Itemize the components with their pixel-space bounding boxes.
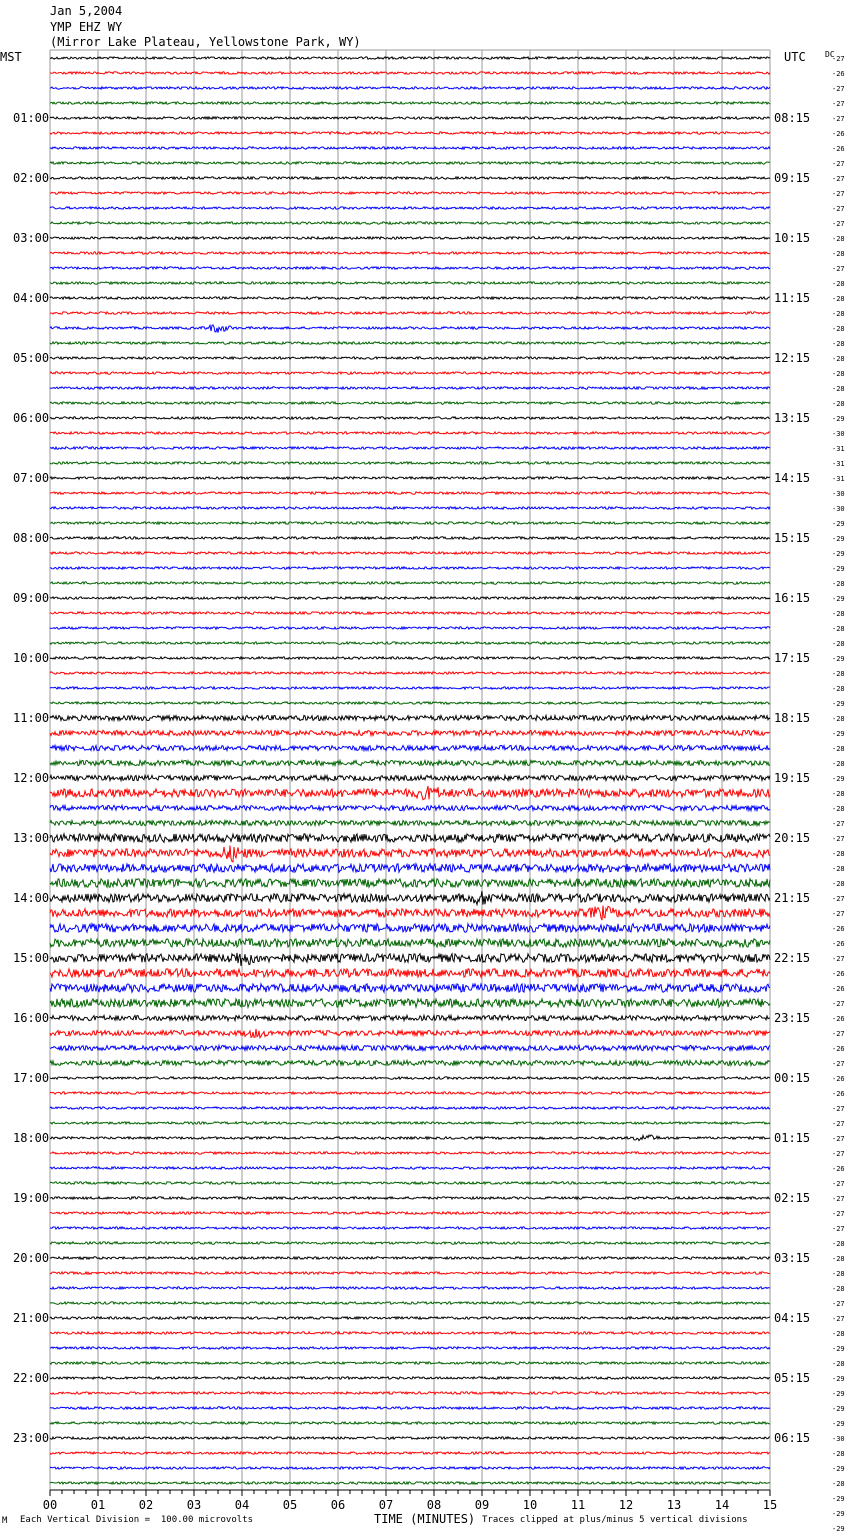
x-tick-label: 12	[618, 1498, 634, 1512]
mst-hour-label: 10:00	[13, 651, 50, 665]
utc-label: UTC	[784, 50, 806, 64]
dc-offset: -27	[832, 1060, 845, 1068]
utc-hour-label: 23:15	[774, 1011, 811, 1025]
trace-87	[50, 1362, 770, 1364]
dc-offset: -28	[832, 235, 845, 243]
dc-offset: -28	[832, 790, 845, 798]
utc-hour-label: 14:15	[774, 471, 811, 485]
trace-61	[50, 969, 770, 977]
dc-offset: -28	[832, 1240, 845, 1248]
trace-16	[50, 297, 770, 299]
utc-hour-label: 09:15	[774, 171, 811, 185]
trace-93	[50, 1452, 770, 1454]
mst-hour-label: 13:00	[13, 831, 50, 845]
trace-26	[50, 447, 770, 449]
mst-hour-label: 16:00	[13, 1011, 50, 1025]
trace-8	[50, 177, 770, 179]
utc-hour-label: 21:15	[774, 891, 811, 905]
mst-hour-label: 08:00	[13, 531, 50, 545]
utc-hour-label: 06:15	[774, 1431, 811, 1445]
dc-offset: -31	[832, 475, 845, 483]
dc-offset: -29	[832, 1405, 845, 1413]
dc-offset: -29	[832, 1465, 845, 1473]
dc-offset: -27	[832, 265, 845, 273]
dc-offset: -27	[832, 1210, 845, 1218]
dc-offset: -26	[832, 145, 845, 153]
trace-46	[50, 745, 770, 750]
mst-hour-label: 18:00	[13, 1131, 50, 1145]
dc-offset: -27	[832, 1315, 845, 1323]
x-tick-label: 00	[42, 1498, 58, 1512]
trace-69	[50, 1092, 770, 1094]
utc-hour-label: 13:15	[774, 411, 811, 425]
dc-offset: -28	[832, 865, 845, 873]
dc-offset: -27	[832, 1030, 845, 1038]
dc-offset: -27	[832, 1225, 845, 1233]
corner-mark: M	[2, 1516, 8, 1526]
utc-hour-label: 16:15	[774, 591, 811, 605]
dc-offset: -28	[832, 850, 845, 858]
dc-offset: -28	[832, 670, 845, 678]
trace-42	[50, 687, 770, 689]
trace-20	[50, 357, 770, 359]
mst-hour-label: 21:00	[13, 1311, 50, 1325]
mst-hour-label: 14:00	[13, 891, 50, 905]
utc-hour-label: 02:15	[774, 1191, 811, 1205]
trace-66	[50, 1045, 770, 1050]
dc-offset: -26	[832, 1075, 845, 1083]
time-axis	[43, 1490, 777, 1512]
dc-offset: -27	[832, 1195, 845, 1203]
dc-offset: -27	[832, 1300, 845, 1308]
dc-offset: -28	[832, 340, 845, 348]
utc-hour-label: 19:15	[774, 771, 811, 785]
trace-37	[50, 612, 770, 614]
dc-offset: -26	[832, 970, 845, 978]
trace-74	[50, 1167, 770, 1169]
dc-offset: -31	[832, 460, 845, 468]
dc-offset: -29	[832, 595, 845, 603]
dc-offset: -27	[832, 955, 845, 963]
dc-offset: -30	[832, 1435, 845, 1443]
mst-hour-label: 19:00	[13, 1191, 50, 1205]
dc-offset: -27	[832, 115, 845, 123]
dc-offset: -28	[832, 610, 845, 618]
mst-hour-label: 05:00	[13, 351, 50, 365]
dc-offset: -26	[832, 1165, 845, 1173]
trace-44	[50, 715, 770, 720]
dc-offset: -29	[832, 775, 845, 783]
dc-offset: -28	[832, 385, 845, 393]
dc-offset: -27	[832, 835, 845, 843]
x-tick-label: 13	[666, 1498, 682, 1512]
trace-22	[50, 387, 770, 389]
dc-offset: -29	[832, 520, 845, 528]
dc-offset: -27	[832, 100, 845, 108]
dc-offset: -29	[832, 655, 845, 663]
dc-offset: -29	[832, 415, 845, 423]
trace-58	[50, 924, 770, 932]
trace-36	[50, 597, 770, 599]
utc-hour-label: 08:15	[774, 111, 811, 125]
trace-47	[50, 760, 770, 765]
trace-56	[50, 891, 770, 905]
dc-offset: -27	[832, 220, 845, 228]
trace-6	[50, 147, 770, 149]
dc-offset: -26	[832, 70, 845, 78]
trace-55	[50, 879, 770, 887]
mst-hour-label: 17:00	[13, 1071, 50, 1085]
trace-7	[50, 162, 770, 164]
dc-offset: -29	[832, 1510, 845, 1518]
utc-hour-label: 22:15	[774, 951, 811, 965]
trace-73	[50, 1152, 770, 1154]
trace-5	[50, 132, 770, 134]
dc-offset: -28	[832, 355, 845, 363]
trace-39	[50, 642, 770, 644]
mst-hour-label: 06:00	[13, 411, 50, 425]
mst-hour-label: 09:00	[13, 591, 50, 605]
trace-82	[50, 1287, 770, 1289]
dc-offset: -27	[832, 1120, 845, 1128]
trace-27	[50, 462, 770, 464]
mst-hour-label: 15:00	[13, 951, 50, 965]
dc-offset: -28	[832, 370, 845, 378]
mst-hour-label: 03:00	[13, 231, 50, 245]
trace-92	[50, 1437, 770, 1439]
trace-3	[50, 102, 770, 104]
dc-offset: -28	[832, 715, 845, 723]
dc-offset: -29	[832, 730, 845, 738]
dc-offset: -29	[832, 700, 845, 708]
utc-hour-label: 04:15	[774, 1311, 811, 1325]
trace-31	[50, 522, 770, 524]
trace-41	[50, 672, 770, 674]
trace-48	[50, 775, 770, 780]
utc-hour-label: 03:15	[774, 1251, 811, 1265]
dc-offset: -30	[832, 430, 845, 438]
trace-11	[50, 222, 770, 224]
trace-91	[50, 1422, 770, 1424]
trace-84	[50, 1317, 770, 1319]
trace-13	[50, 252, 770, 254]
trace-45	[50, 730, 770, 735]
dc-offset: -27	[832, 1180, 845, 1188]
x-tick-label: 06	[330, 1498, 346, 1512]
trace-63	[50, 999, 770, 1007]
dc-offset: -30	[832, 490, 845, 498]
trace-59	[50, 939, 770, 947]
dc-offset: -27	[832, 85, 845, 93]
trace-71	[50, 1122, 770, 1124]
dc-offset: -29	[832, 1420, 845, 1428]
dc-offset: -31	[832, 445, 845, 453]
utc-hour-label: 17:15	[774, 651, 811, 665]
trace-88	[50, 1377, 770, 1379]
trace-4	[50, 117, 770, 119]
dc-offset: -28	[832, 250, 845, 258]
x-tick-label: 07	[378, 1498, 394, 1512]
x-tick-label: 15	[762, 1498, 778, 1512]
dc-offset: -27	[832, 205, 845, 213]
utc-hour-label: 01:15	[774, 1131, 811, 1145]
dc-offset-labels	[832, 55, 845, 1534]
dc-offset: -28	[832, 325, 845, 333]
trace-17	[50, 312, 770, 314]
dc-offset: -27	[832, 190, 845, 198]
dc-offset: -27	[832, 1135, 845, 1143]
dc-offset: -28	[832, 805, 845, 813]
dc-offset: -28	[832, 880, 845, 888]
x-tick-label: 08	[426, 1498, 442, 1512]
trace-50	[50, 805, 770, 810]
dc-offset: -27	[832, 175, 845, 183]
clip-note: Traces clipped at plus/minus 5 vertical divisions	[482, 1515, 748, 1525]
dc-offset: -29	[832, 1495, 845, 1503]
mst-hour-label: 20:00	[13, 1251, 50, 1265]
scale-note: Each Vertical Division = 100.00 microvolts	[20, 1515, 253, 1525]
dc-offset: -28	[832, 685, 845, 693]
dc-offset: -28	[832, 295, 845, 303]
utc-hour-label: 20:15	[774, 831, 811, 845]
trace-72	[50, 1135, 770, 1141]
trace-85	[50, 1332, 770, 1334]
trace-21	[50, 372, 770, 374]
mst-label: MST	[0, 50, 22, 64]
trace-30	[50, 507, 770, 509]
trace-52	[50, 834, 770, 842]
x-tick-label: 03	[186, 1498, 202, 1512]
trace-95	[50, 1482, 770, 1484]
dc-offset: -28	[832, 640, 845, 648]
mst-hour-label: 07:00	[13, 471, 50, 485]
dc-offset: -29	[832, 565, 845, 573]
trace-25	[50, 432, 770, 434]
utc-hour-label: 00:15	[774, 1071, 811, 1085]
trace-94	[50, 1467, 770, 1469]
dc-offset: -28	[832, 625, 845, 633]
trace-57	[50, 906, 770, 920]
dc-offset: -29	[832, 1345, 845, 1353]
dc-offset: -29	[832, 535, 845, 543]
x-tick-label: 10	[522, 1498, 538, 1512]
trace-83	[50, 1302, 770, 1304]
x-tick-label: 02	[138, 1498, 154, 1512]
trace-86	[50, 1347, 770, 1349]
trace-90	[50, 1407, 770, 1409]
trace-33	[50, 552, 770, 554]
trace-1	[50, 72, 770, 74]
trace-10	[50, 207, 770, 209]
mst-hour-labels	[13, 111, 49, 1445]
trace-68	[50, 1077, 770, 1079]
mst-hour-label: 11:00	[13, 711, 50, 725]
dc-offset: -26	[832, 1045, 845, 1053]
utc-hour-label: 10:15	[774, 231, 811, 245]
dc-offset: -28	[832, 1255, 845, 1263]
dc-offset: -28	[832, 1450, 845, 1458]
trace-15	[50, 282, 770, 284]
dc-offset: -27	[832, 55, 845, 63]
x-tick-label: 01	[90, 1498, 106, 1512]
dc-offset: -28	[832, 1480, 845, 1488]
dc-offset: -27	[832, 1105, 845, 1113]
station-code: YMP EHZ WY	[50, 20, 123, 34]
trace-35	[50, 582, 770, 584]
trace-64	[50, 1015, 770, 1020]
dc-offset: -28	[832, 1285, 845, 1293]
trace-28	[50, 477, 770, 479]
utc-hour-label: 11:15	[774, 291, 811, 305]
mst-hour-label: 04:00	[13, 291, 50, 305]
mst-hour-label: 01:00	[13, 111, 50, 125]
trace-29	[50, 492, 770, 494]
chart-date: Jan 5,2004	[50, 4, 123, 18]
x-tick-label: 05	[282, 1498, 298, 1512]
station-location: (Mirror Lake Plateau, Yellowstone Park, WY)	[50, 35, 361, 49]
dc-offset: -26	[832, 1090, 845, 1098]
utc-hour-label: 15:15	[774, 531, 811, 545]
trace-23	[50, 402, 770, 404]
mst-hour-label: 23:00	[13, 1431, 50, 1445]
trace-65	[50, 1029, 770, 1038]
trace-12	[50, 237, 770, 239]
dc-offset: -26	[832, 985, 845, 993]
mst-hour-label: 12:00	[13, 771, 50, 785]
utc-hour-label: 05:15	[774, 1371, 811, 1385]
trace-77	[50, 1212, 770, 1214]
trace-2	[50, 87, 770, 89]
trace-34	[50, 567, 770, 569]
dc-offset: -29	[832, 550, 845, 558]
trace-38	[50, 627, 770, 629]
dc-offset: -28	[832, 400, 845, 408]
trace-24	[50, 417, 770, 419]
trace-0	[50, 57, 770, 59]
dc-offset: -30	[832, 505, 845, 513]
dc-offset: -28	[832, 760, 845, 768]
dc-offset: -27	[832, 820, 845, 828]
dc-offset: -28	[832, 310, 845, 318]
dc-offset: -27	[832, 895, 845, 903]
utc-hour-labels	[774, 111, 810, 1445]
dc-offset: -28	[832, 280, 845, 288]
trace-9	[50, 192, 770, 194]
dc-offset: -26	[832, 1015, 845, 1023]
trace-43	[50, 702, 770, 704]
dc-label: DC	[825, 50, 835, 59]
x-tick-label: 11	[570, 1498, 586, 1512]
dc-offset: -26	[832, 925, 845, 933]
dc-offset: -28	[832, 580, 845, 588]
dc-offset: -28	[832, 745, 845, 753]
trace-81	[50, 1272, 770, 1274]
trace-80	[50, 1257, 770, 1259]
dc-offset: -28	[832, 1330, 845, 1338]
dc-offset: -28	[832, 1360, 845, 1368]
trace-75	[50, 1182, 770, 1184]
dc-offset: -28	[832, 1270, 845, 1278]
trace-60	[50, 953, 770, 966]
trace-40	[50, 657, 770, 659]
x-tick-label: 09	[474, 1498, 490, 1512]
seismic-traces	[50, 57, 770, 1484]
trace-78	[50, 1227, 770, 1229]
x-tick-label: 04	[234, 1498, 250, 1512]
dc-offset: -27	[832, 910, 845, 918]
dc-offset: -27	[832, 1150, 845, 1158]
dc-offset: -26	[832, 130, 845, 138]
trace-76	[50, 1197, 770, 1199]
trace-51	[50, 820, 770, 825]
trace-70	[50, 1107, 770, 1109]
trace-89	[50, 1392, 770, 1394]
trace-14	[50, 267, 770, 269]
trace-49	[50, 786, 770, 800]
utc-hour-label: 12:15	[774, 351, 811, 365]
trace-19	[50, 342, 770, 344]
trace-79	[50, 1242, 770, 1244]
dc-offset: -29	[832, 1525, 845, 1533]
dc-offset: -27	[832, 160, 845, 168]
mst-hour-label: 02:00	[13, 171, 50, 185]
trace-32	[50, 537, 770, 539]
trace-18	[50, 325, 770, 333]
dc-offset: -29	[832, 1390, 845, 1398]
trace-62	[50, 984, 770, 992]
trace-67	[50, 1060, 770, 1065]
mst-hour-label: 22:00	[13, 1371, 50, 1385]
dc-offset: -29	[832, 1375, 845, 1383]
dc-offset: -27	[832, 1000, 845, 1008]
x-tick-label: 14	[714, 1498, 730, 1512]
utc-hour-label: 18:15	[774, 711, 811, 725]
trace-53	[50, 845, 770, 861]
trace-54	[50, 864, 770, 872]
x-axis-title: TIME (MINUTES)	[374, 1512, 476, 1526]
dc-offset: -26	[832, 940, 845, 948]
